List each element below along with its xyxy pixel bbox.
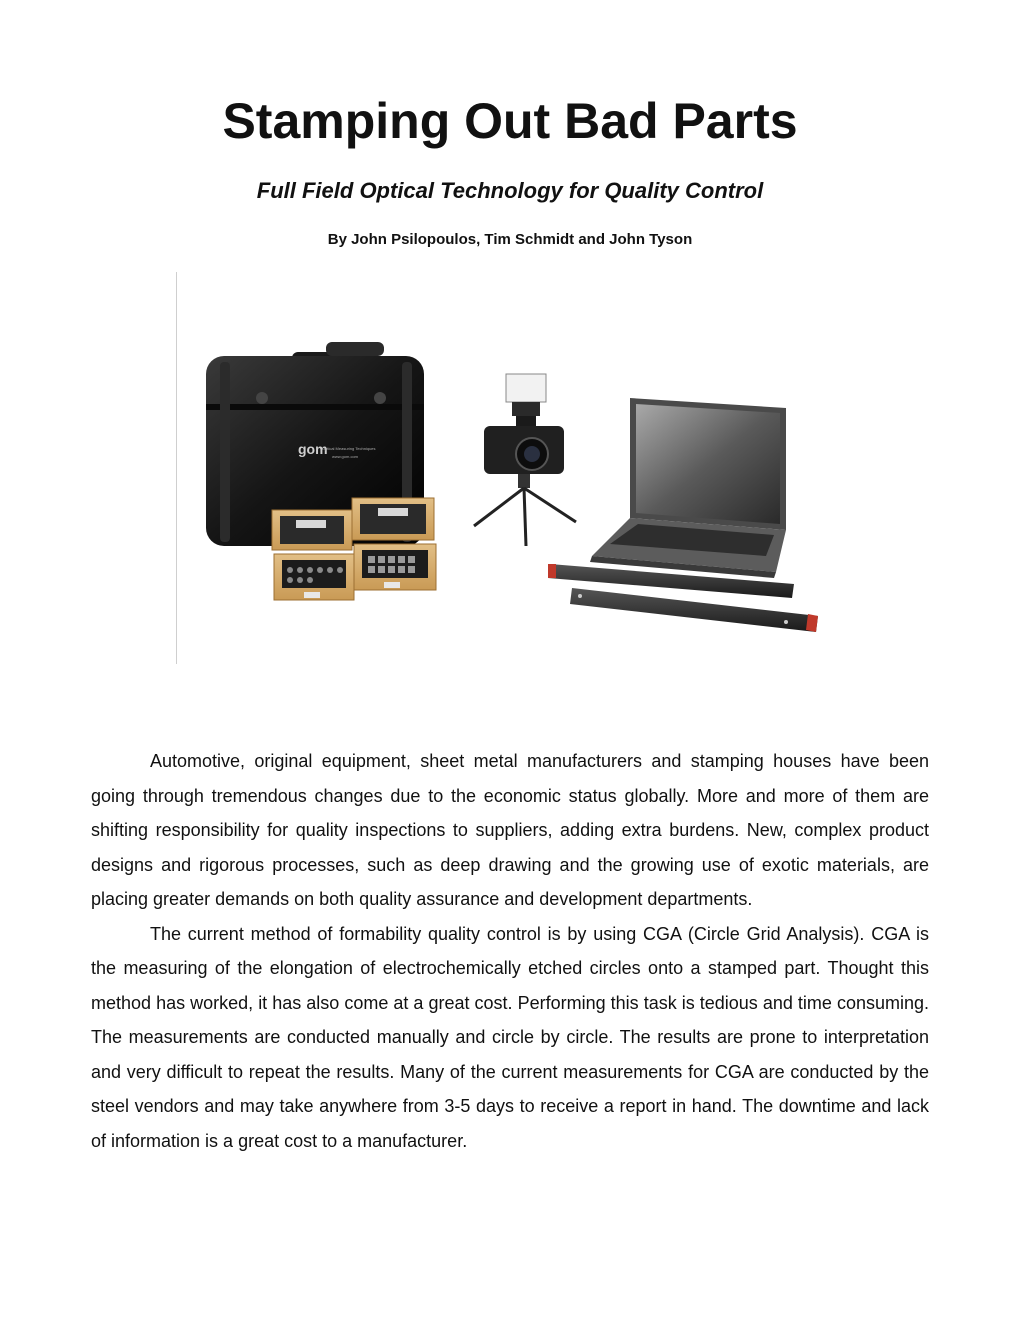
calibration-box-right	[352, 498, 436, 590]
equipment-illustration	[196, 342, 836, 642]
article-byline: By John Psilopoulos, Tim Schmidt and John Tyson	[327, 231, 693, 248]
case-url: www.gom.com	[332, 454, 359, 459]
product-photo	[176, 272, 856, 664]
figure-left-rule	[176, 272, 177, 664]
body-paragraph-1: Automotive, original equipment, sheet metal manufacturers and stamping houses have been going through tremendous changes due to the economic status globally. More and more of them are shifting responsibility for quality inspections to suppliers, adding extra burdens. New, complex product designs and rigorous processes, such as deep drawing and the growing use of exotic materials, are placing greater demands on both quality assurance and development departments.	[91, 751, 929, 909]
case-tagline: Optical Measuring Techniques	[322, 446, 376, 451]
article-body	[91, 744, 929, 1158]
camera-on-tripod	[474, 374, 576, 546]
scale-bars	[548, 564, 818, 632]
case-logo: gom	[298, 441, 328, 457]
laptop	[590, 398, 786, 578]
body-paragraph-2: The current method of formability quality control is by using CGA (Circle Grid Analysis). CGA is the measuring of the elongation of electrochemically etched circles onto a stamped part. Thought this method has worked, it has also come at a great cost. Performing this task is tedious and time consuming. The measurements are conducted manually and circle by circle. The results are prone to interpretation and very difficult to repeat the results. Many of the current measurements for CGA are conducted by the steel vendors and may take anywhere from 3-5 days to receive a report in hand. The downtime and lack of information is a great cost to a manufacturer.	[91, 923, 929, 1151]
article-subtitle: Full Field Optical Technology for Quality Control	[256, 178, 764, 203]
article-title: Stamping Out Bad Parts	[222, 93, 798, 149]
calibration-box-left	[272, 510, 354, 600]
